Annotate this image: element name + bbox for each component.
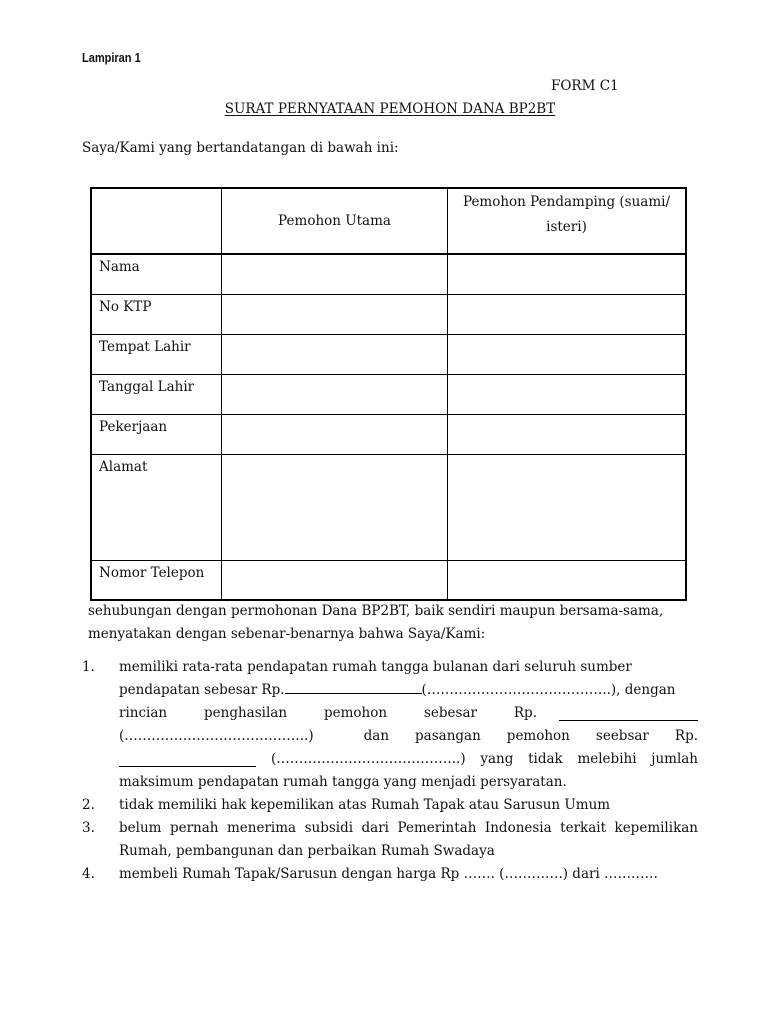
main-applicant-cell[interactable] — [222, 294, 448, 334]
row-label: Pekerjaan — [91, 414, 222, 454]
table-row-tempat-lahir — [91, 334, 686, 374]
item-1-text: dan pasangan pemohon seebsar Rp. — [363, 728, 698, 744]
form-code: FORM C1 — [551, 78, 619, 94]
item-1-text: rincian penghasilan pemohon sebesar Rp. — [119, 705, 537, 721]
item-1-line-2 — [119, 679, 698, 702]
spouse-income-blank[interactable] — [119, 753, 256, 767]
row-label: Tempat Lahir — [91, 334, 222, 374]
table-row-tanggal-lahir — [91, 374, 686, 414]
spouse-applicant-cell[interactable] — [448, 454, 687, 560]
document-title: SURAT PERNYATAAN PEMOHON DANA BP2BT — [224, 101, 556, 117]
row-label: Nomor Telepon — [91, 560, 222, 600]
column-header-main-applicant: Pemohon Utama — [222, 188, 448, 254]
main-applicant-cell[interactable] — [222, 374, 448, 414]
statement-line-2: menyatakan dengan sebenar-benarnya bahwa Saya/Kami: — [88, 626, 486, 642]
item-number: 1. — [82, 659, 95, 675]
item-text: belum pernah menerima subsidi dari Pemerintah Indonesia terkait kepemilikan Rumah, pembangunan dan perbaikan Rumah Swadaya — [119, 820, 698, 859]
table-row-nomor-telepon — [91, 560, 686, 600]
attachment-label: Lampiran 1 — [82, 51, 141, 65]
spouse-applicant-cell[interactable] — [448, 334, 687, 374]
table-row-pekerjaan — [91, 414, 686, 454]
list-item — [82, 863, 698, 886]
item-text: membeli Rumah Tapak/Sarusun dengan harga Rp ……. (………….) dari ………… — [119, 866, 659, 882]
row-label: No KTP — [91, 294, 222, 334]
main-applicant-cell[interactable] — [222, 254, 448, 294]
spouse-applicant-cell[interactable] — [448, 374, 687, 414]
item-1-text: (…………………………………..) — [119, 728, 314, 744]
table-row-alamat — [91, 454, 686, 560]
column-header-spouse-applicant — [448, 188, 687, 254]
spouse-applicant-cell[interactable] — [448, 414, 687, 454]
list-item — [82, 817, 698, 863]
item-1-line-5 — [119, 748, 698, 771]
intro-text: Saya/Kami yang bertandatangan di bawah ini: — [82, 140, 399, 156]
statement-line-1: sehubungan dengan permohonan Dana BP2BT, baik sendiri maupun bersama-sama, — [88, 603, 664, 619]
list-item — [82, 794, 698, 817]
row-label: Alamat — [91, 454, 222, 560]
item-text: tidak memiliki hak kepemilikan atas Rumah Tapak atau Sarusun Umum — [119, 797, 611, 813]
item-1-text: pendapatan sebesar Rp. — [119, 682, 285, 698]
spouse-applicant-cell[interactable] — [448, 254, 687, 294]
table-header-row — [91, 188, 686, 254]
row-label: Nama — [91, 254, 222, 294]
item-1-line-3 — [119, 702, 698, 725]
applicant-table — [90, 187, 687, 601]
income-total-blank[interactable] — [285, 680, 422, 694]
header-empty-cell — [91, 188, 222, 254]
item-1-line-6: maksimum pendapatan rumah tangga yang menjadi persyaratan. — [119, 774, 567, 790]
item-1-text: (…………………………………..) yang tidak melebihi jumlah — [271, 751, 698, 767]
table-row-nama — [91, 254, 686, 294]
spouse-header-line2: isteri) — [546, 219, 587, 235]
main-applicant-cell[interactable] — [222, 414, 448, 454]
item-1-text: (…………………………………..), dengan — [421, 682, 676, 698]
list-item — [82, 656, 698, 794]
main-applicant-cell[interactable] — [222, 334, 448, 374]
spouse-applicant-cell[interactable] — [448, 560, 687, 600]
spouse-applicant-cell[interactable] — [448, 294, 687, 334]
item-1-line-4 — [119, 725, 698, 748]
main-applicant-cell[interactable] — [222, 560, 448, 600]
declaration-list — [82, 656, 698, 886]
applicant-income-blank[interactable] — [559, 707, 698, 721]
main-applicant-cell[interactable] — [222, 454, 448, 560]
row-label: Tanggal Lahir — [91, 374, 222, 414]
item-1-line-1: memiliki rata-rata pendapatan rumah tangga bulanan dari seluruh sumber — [119, 659, 632, 675]
table-row-no-ktp — [91, 294, 686, 334]
item-number: 2. — [82, 797, 95, 813]
spouse-header-line1: Pemohon Pendamping (suami/ — [462, 194, 671, 210]
item-number: 4. — [82, 866, 95, 882]
item-number: 3. — [82, 820, 95, 836]
